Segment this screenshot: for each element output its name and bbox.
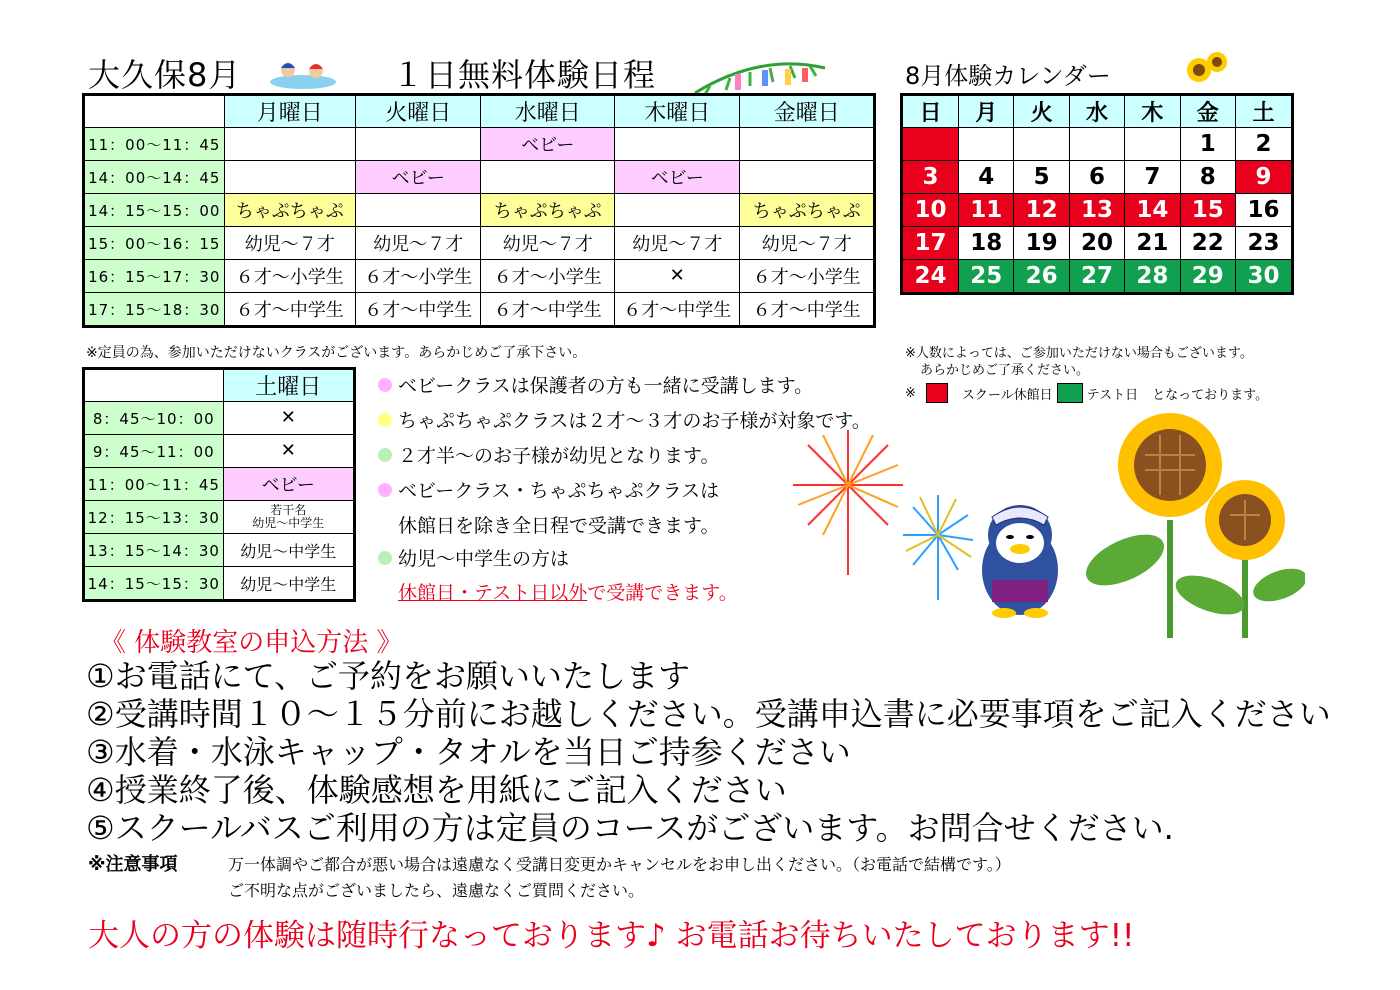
table-row [84,161,875,194]
calendar-day: 25 [959,260,1014,294]
corner-cell [84,369,224,402]
class-note [398,511,719,538]
class-cell [614,194,739,227]
class-note [378,544,569,571]
class-cell [224,161,355,194]
class-note [378,371,813,398]
calendar-day: 28 [1125,260,1180,294]
class-cell: ６才～中学生 [614,293,739,327]
calendar-day: 19 [1014,227,1069,260]
class-note-text: 休館日を除き全日程で受講できます。 [398,515,720,537]
class-cell: 幼児～７才 [740,227,875,260]
class-cell: 幼児～中学生 [223,567,354,601]
calendar-day: 23 [1235,227,1292,260]
calendar-empty-day [1014,128,1069,161]
time-cell: 11：00～11：45 [84,128,225,161]
limited-seats-label: 若干名 [270,503,307,517]
class-cell [356,128,481,161]
pink-dot-icon [378,378,392,392]
unavailable-mark: ✕ [223,402,354,435]
application-step: ⑤スクールバスご利用の方は定員のコースがございます。お問合せください. [86,809,1174,847]
table-row [84,567,355,601]
day-header: 木曜日 [614,95,739,128]
test-day-swatch [1057,383,1083,403]
weekday-label: 木 [1125,95,1180,128]
calendar-day: 15 [1180,194,1235,227]
class-cell: 幼児～中学生 [223,534,354,567]
pink-dot-icon [378,483,392,497]
class-note-text: 幼児～中学生の方は [398,548,570,570]
table-row [84,227,875,260]
time-cell: 14：15～15：30 [84,567,224,601]
calendar-week-row [902,227,1293,260]
day-header: 水曜日 [481,95,615,128]
calendar-day: 7 [1125,161,1180,194]
table-row [84,435,355,468]
closed-test-day-text: 休館日・テスト日以外 [398,582,588,604]
time-cell: 8：45～10：00 [84,402,224,435]
table-row [84,128,875,161]
class-note [378,441,719,468]
table-row [84,501,355,534]
class-cell: ちゃぷちゃぷ [224,194,355,227]
time-cell: 15：00～16：15 [84,227,225,260]
application-heading: 《 体験教室の申込方法 》 [100,628,403,658]
calendar-note-line1: ※人数によっては、ご参加いただけない場合もございます。 [905,346,1253,361]
weekday-label: 金 [1180,95,1235,128]
corner-cell [84,95,225,128]
footer-message: 大人の方の体験は随時行なっております♪ お電話お待ちいたしております!! [88,918,1135,954]
yellow-dot-icon [378,413,392,427]
age-range-label: 幼児～中学生 [252,516,325,530]
class-cell: 幼児～７才 [224,227,355,260]
time-cell: 9：45～11：00 [84,435,224,468]
class-note-text: ２才半～のお子様が幼児となります。 [398,445,720,467]
calendar-day: 16 [1235,194,1292,227]
saturday-header-row [84,369,355,402]
class-cell [224,128,355,161]
calendar-day: 2 [1235,128,1292,161]
class-note-text: ベビークラス・ちゃぷちゃぷクラスは [398,480,720,502]
class-cell [740,161,875,194]
calendar-day: 10 [902,194,959,227]
class-note-text: ちゃぷちゃぷクラスは２才～３才のお子様が対象です。 [398,410,871,432]
class-cell: ベビー [614,161,739,194]
class-cell: ６才～中学生 [481,293,615,327]
day-header: 火曜日 [356,95,481,128]
calendar-day: 22 [1180,227,1235,260]
calendar-day: 13 [1069,194,1124,227]
caution-line2: ご不明な点がございましたら、遠慮なくご質問ください。 [228,881,645,900]
class-cell: ベビー [481,128,615,161]
class-cell: 幼児～７才 [356,227,481,260]
location-title: 大久保8月 [88,56,242,94]
sunflowers-illustration [1075,410,1305,644]
test-day-label: テスト日 [1086,387,1139,403]
calendar-note-line2: あらかじめご了承ください。 [920,363,1090,378]
calendar-day: 24 [902,260,959,294]
calendar-week-row [902,161,1293,194]
calendar-day: 17 [902,227,959,260]
class-cell: ６才～中学生 [224,293,355,327]
calendar-day: 4 [959,161,1014,194]
class-note [378,476,719,503]
table-row [84,194,875,227]
class-cell: ちゃぷちゃぷ [481,194,615,227]
class-cell: ６才～小学生 [224,260,355,293]
time-cell: 12：15～13：30 [84,501,224,534]
class-cell: ６才～小学生 [481,260,615,293]
class-cell: ベビー [356,161,481,194]
application-steps [86,657,1331,847]
legend-prefix: ※ [905,385,916,401]
application-step: ②受講時間１０～１５分前にお越しください。受講申込書に必要事項をご記入ください [86,695,1331,733]
penguin-mascot-illustration [970,495,1070,624]
calendar-body [902,128,1293,294]
time-cell: 14：00～14：45 [84,161,225,194]
calendar-empty-day [1069,128,1124,161]
class-note-text: ベビークラスは保護者の方も一緒に受講します。 [398,375,814,397]
weekday-label: 土 [1235,95,1292,128]
calendar-day: 29 [1180,260,1235,294]
class-cell: ６才～中学生 [740,293,875,327]
time-cell: 17：15～18：30 [84,293,225,327]
calendar-day: 9 [1235,161,1292,194]
time-cell: 13：15～14：30 [84,534,224,567]
calendar-day: 30 [1235,260,1292,294]
application-step: ④授業終了後、体験感想を用紙にご記入ください [86,771,787,809]
unavailable-mark: ✕ [614,260,739,293]
unavailable-mark: ✕ [223,435,354,468]
weekday-schedule-table [82,93,876,328]
calendar-day: 11 [959,194,1014,227]
class-cell [356,194,481,227]
green-dot-icon [378,551,392,565]
application-step: ③水着・水泳キャップ・タオルを当日ご持参ください [86,733,851,771]
calendar-day: 1 [1180,128,1235,161]
day-header: 金曜日 [740,95,875,128]
weekday-header-row [84,95,875,128]
calendar-day: 20 [1069,227,1124,260]
calendar-day: 5 [1014,161,1069,194]
time-cell: 14：15～15：00 [84,194,225,227]
application-step: ①お電話にて、ご予約をお願いいたします [86,657,691,695]
green-dot-icon [378,448,392,462]
time-cell: 11：00～11：45 [84,468,224,501]
capacity-note: ※定員の為、参加いただけないクラスがございます。あらかじめご了承下さい。 [86,345,587,361]
calendar-day: 14 [1125,194,1180,227]
legend-suffix: となっております。 [1152,387,1269,403]
class-cell: ６才～小学生 [740,260,875,293]
calendar-day: 6 [1069,161,1124,194]
fireworks-illustration [788,425,978,609]
weekday-label: 火 [1014,95,1069,128]
class-cell [614,128,739,161]
class-cell: 幼児～７才 [481,227,615,260]
calendar-day: 12 [1014,194,1069,227]
caution-label: ※注意事項 [88,854,178,875]
class-cell: ６才～小学生 [356,260,481,293]
calendar-day: 21 [1125,227,1180,260]
calendar-week-row [902,194,1293,227]
calendar-empty-day [902,128,959,161]
calendar-day: 18 [959,227,1014,260]
swimmers-icon [268,56,338,94]
august-calendar [900,93,1294,295]
table-row [84,534,355,567]
closed-day-swatch [926,383,948,403]
class-cell [223,501,354,534]
calendar-legend [905,383,1268,403]
time-cell: 16：15～17：30 [84,260,225,293]
class-cell [481,161,615,194]
sunflower-small-icon [1185,50,1229,94]
calendar-week-row [902,128,1293,161]
table-row [84,293,875,327]
caution-line1: 万一体調やご都合が悪い場合は遠慮なく受講日変更かキャンセルをお申し出ください。（お電話で結構です。） [228,855,1011,874]
calendar-empty-day [959,128,1014,161]
class-cell: ６才～中学生 [356,293,481,327]
calendar-week-row [902,260,1293,294]
calendar-day: 27 [1069,260,1124,294]
table-row [84,402,355,435]
closed-day-label: スクール休館日 [961,387,1053,403]
calendar-day: 26 [1014,260,1069,294]
day-header: 土曜日 [223,369,354,402]
class-cell: ベビー [223,468,354,501]
class-cell [740,128,875,161]
calendar-header-row [902,95,1293,128]
table-row [84,260,875,293]
saturday-schedule-table [82,367,356,602]
class-note [398,578,738,605]
calendar-day: 8 [1180,161,1235,194]
day-header: 月曜日 [224,95,355,128]
calendar-day: 3 [902,161,959,194]
class-cell: 幼児～７才 [614,227,739,260]
class-cell: ちゃぷちゃぷ [740,194,875,227]
table-row [84,468,355,501]
weekday-label: 日 [902,95,959,128]
class-note-text: で受講できます。 [587,582,738,604]
calendar-empty-day [1125,128,1180,161]
calendar-title: 8月体験カレンダー [905,62,1111,90]
weekday-label: 水 [1069,95,1124,128]
weekday-label: 月 [959,95,1014,128]
schedule-title: １日無料体験日程 [392,56,657,94]
